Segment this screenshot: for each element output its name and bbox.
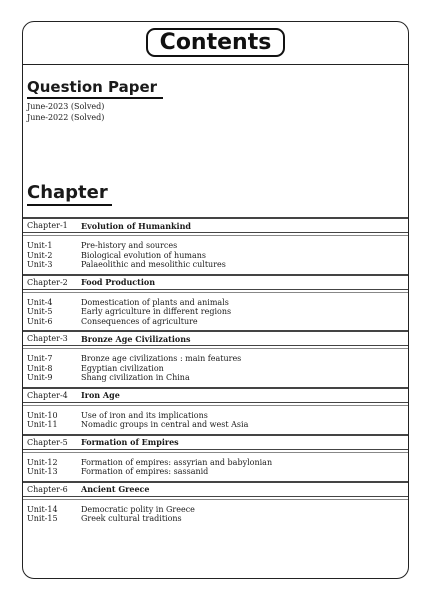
unit-list [23, 452, 408, 481]
unit-title: Pre-history and sources [81, 241, 178, 250]
chapter-title: Bronze Age Civilizations [81, 333, 191, 344]
unit-number: Unit-3 [27, 260, 53, 269]
unit-row [23, 411, 408, 421]
chapter-title: Evolution of Humankind [81, 220, 192, 231]
chapter-number: Chapter-2 [27, 277, 68, 287]
unit-row [23, 298, 408, 308]
unit-title: Shang civilization in China [81, 373, 190, 382]
unit-title: Palaeolithic and mesolithic cultures [81, 260, 226, 269]
chapter-heading: Chapter [27, 182, 112, 206]
unit-number: Unit-4 [27, 297, 53, 307]
chapter-block [23, 217, 408, 274]
unit-number: Unit-15 [27, 514, 58, 523]
page-title: Contents [146, 28, 286, 57]
unit-row [23, 373, 408, 383]
chapter-block [23, 274, 408, 331]
unit-title: Bronze age civilizations : main features [81, 354, 242, 363]
chapter-row [23, 217, 408, 233]
chapter-row [23, 274, 408, 290]
unit-number: Unit-12 [27, 457, 58, 467]
unit-row [23, 364, 408, 374]
unit-row [23, 505, 408, 515]
question-paper-heading: Question Paper [27, 78, 163, 99]
chapter-block [23, 434, 408, 481]
chapter-number: Chapter-1 [27, 221, 68, 230]
unit-title: Use of iron and its implications [81, 410, 208, 420]
unit-list [23, 292, 408, 331]
unit-number: Unit-10 [27, 410, 58, 420]
unit-list [23, 235, 408, 274]
unit-number: Unit-11 [27, 420, 58, 429]
unit-number: Unit-13 [27, 467, 58, 476]
chapter-block [23, 330, 408, 387]
unit-number: Unit-5 [27, 307, 53, 316]
unit-title: Greek cultural traditions [81, 514, 182, 523]
unit-title: Consequences of agriculture [81, 316, 198, 326]
unit-title: Biological evolution of humans [81, 250, 206, 260]
chapter-row [23, 434, 408, 450]
table-of-contents [23, 217, 408, 528]
chapter-number: Chapter-5 [27, 437, 68, 447]
unit-title: Nomadic groups in central and west Asia [81, 420, 249, 429]
unit-row [23, 251, 408, 261]
unit-number: Unit-6 [27, 316, 53, 326]
unit-row [23, 354, 408, 364]
unit-number: Unit-8 [27, 363, 53, 373]
chapter-title: Food Production [81, 277, 156, 287]
unit-title: Domestication of plants and animals [81, 297, 229, 307]
chapter-block [23, 387, 408, 434]
chapter-row [23, 387, 408, 403]
page-frame [22, 21, 409, 579]
unit-title: Democratic polity in Greece [81, 504, 195, 514]
unit-number: Unit-7 [27, 354, 53, 363]
chapter-title: Iron Age [81, 390, 120, 400]
chapter-row [23, 330, 408, 346]
unit-title: Egyptian civilization [81, 363, 164, 373]
unit-row [23, 307, 408, 317]
chapter-row [23, 481, 408, 497]
chapter-number: Chapter-3 [27, 334, 68, 343]
chapter-title: Ancient Greece [81, 484, 150, 494]
question-paper-list [27, 101, 104, 123]
unit-title: Formation of empires: sassanid [81, 467, 209, 476]
question-paper-item: June-2022 (Solved) [27, 113, 105, 122]
chapter-number: Chapter-6 [27, 484, 68, 494]
unit-row [23, 467, 408, 477]
unit-row [23, 260, 408, 270]
unit-number: Unit-1 [27, 241, 53, 250]
unit-title: Early agriculture in different regions [81, 307, 232, 316]
chapter-number: Chapter-4 [27, 390, 68, 400]
title-wrap [23, 28, 408, 57]
unit-title: Formation of empires: assyrian and babylonian [81, 457, 273, 467]
unit-list [23, 499, 408, 528]
chapter-title: Formation of Empires [81, 437, 179, 447]
question-paper-item: June-2023 (Solved) [27, 102, 105, 111]
unit-number: Unit-2 [27, 250, 53, 260]
unit-number: Unit-9 [27, 373, 53, 382]
chapter-block [23, 481, 408, 528]
unit-row [23, 458, 408, 468]
unit-number: Unit-14 [27, 504, 58, 514]
unit-list [23, 405, 408, 434]
unit-list [23, 348, 408, 387]
unit-row [23, 514, 408, 524]
unit-row [23, 317, 408, 327]
unit-row [23, 420, 408, 430]
unit-row [23, 241, 408, 251]
title-rule [23, 64, 408, 65]
